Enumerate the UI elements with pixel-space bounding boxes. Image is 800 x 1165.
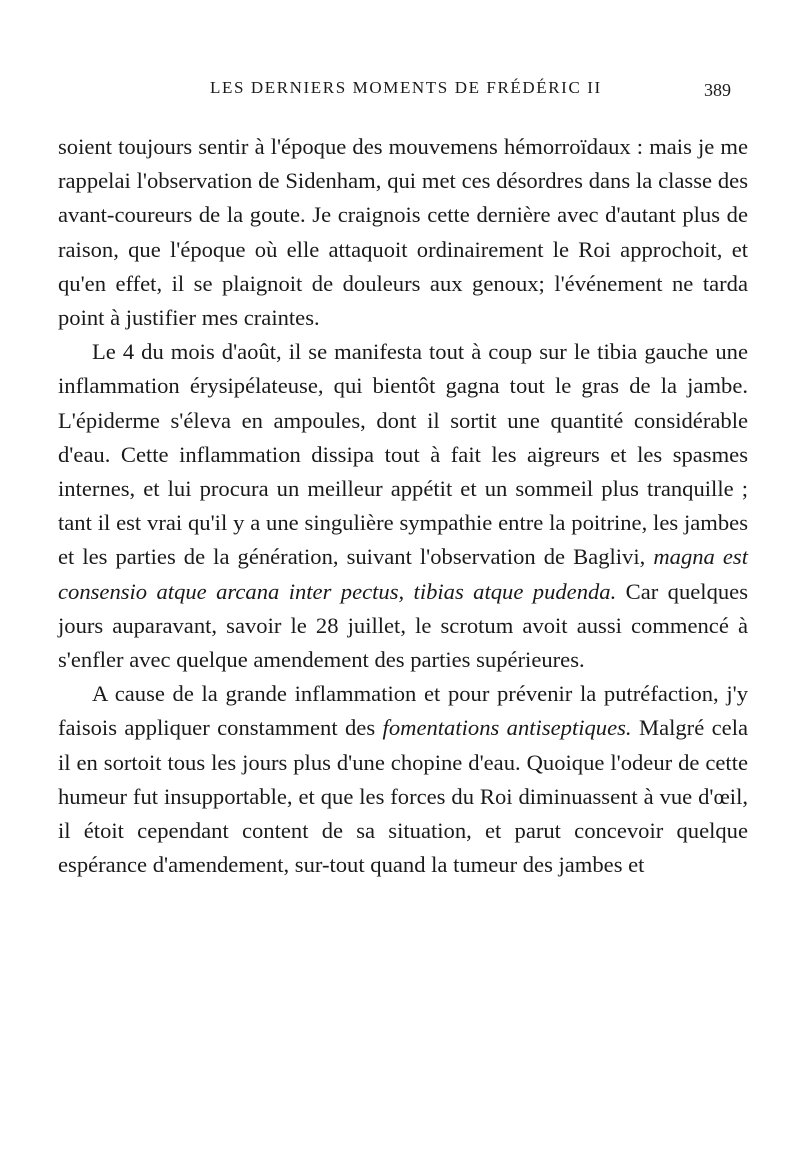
italic-term: fomentations antiseptiques. xyxy=(382,715,632,741)
paragraph xyxy=(58,677,748,882)
paragraph-text: Le 4 du mois d'août, il se manifesta tout à coup sur le tibia gauche une inflammation érysipélateuse, qui bientôt gagna tout le gras de la jambe. L'épiderme s'éleva en ampoules, dont il sortit une quantité considérable d'eau. Cette inflammation dissipa tout à fait les aigreurs et les spasmes internes, et lui procura un meilleur appétit et un sommeil plus tranquille ; tant il est vrai qu'il y a une singulière sympathie entre la poitrine, les jambes et les parties de la génération, suivant l'observation de Baglivi, xyxy=(58,339,748,570)
latin-quotation: magna est consensio atque arcana inter pectus, tibias atque pudenda. xyxy=(58,544,748,604)
body-text xyxy=(58,130,748,882)
paragraph-text: soient toujours sentir à l'époque des mouvemens hémorroïdaux : mais je me rappelai l'observation de Sidenham, qui met ces désordres dans la classe des avant-coureurs de la goute. Je craignois cette dernière avec d'autant plus de raison, que l'époque où elle attaquoit ordinairement le Roi approchoit, et qu'en effet, il se plaignoit de douleurs aux genoux; l'événement ne tarda point à justifier mes craintes. xyxy=(58,134,748,331)
page-number: 389 xyxy=(704,80,731,100)
paragraph-text: Malgré cela il en sortoit tous les jours plus d'une chopine d'eau. Quoique l'odeur de cette humeur fut insupportable, et que les forces du Roi diminuassent à vue d'œil, il étoit cependant content de sa situation, et parut concevoir quelque espérance d'amendement, sur-tout quand la tumeur des jambes et xyxy=(58,715,749,878)
paragraph-text: A cause de la grande inflammation et pour prévenir la putréfaction, j'y faisois appliquer constamment des xyxy=(58,681,748,741)
paragraph-text: Car quelques jours auparavant, savoir le 28 juillet, le scrotum avoit aussi commencé à s'enfler avec quelque amendement des parties supérieures. xyxy=(58,578,748,673)
paragraph xyxy=(58,130,748,335)
running-title: LES DERNIERS MOMENTS DE FRÉDÉRIC II xyxy=(210,78,602,97)
paragraph xyxy=(58,335,748,677)
